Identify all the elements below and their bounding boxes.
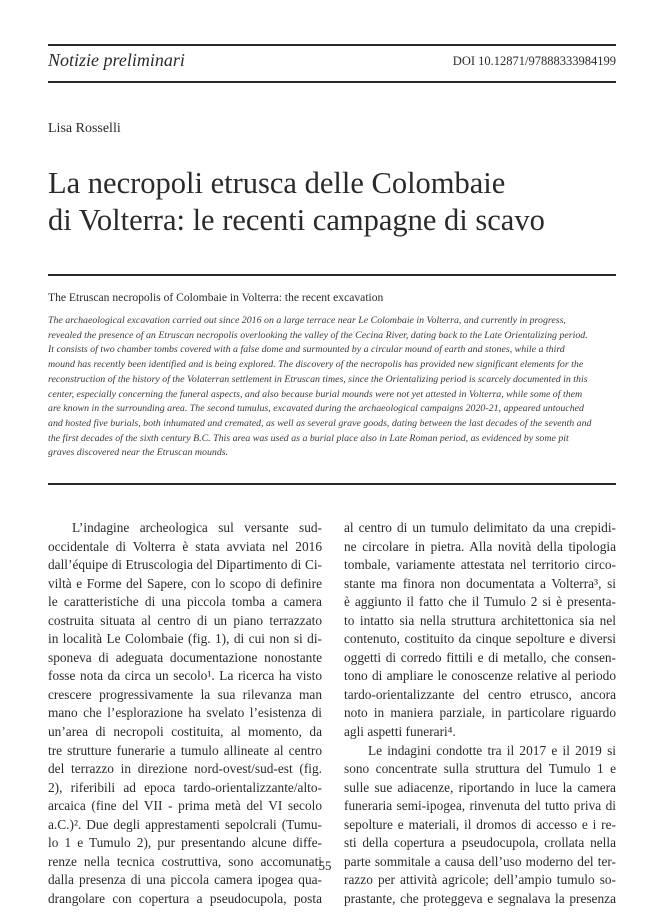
body-line: dalla presenza di una piccola camera ipogea qua- <box>48 872 322 888</box>
body-line: razzo per attività agricole; dell’ampio tumulo so- <box>344 872 616 888</box>
body-line: tombale, variamente attestata nel territorio circo- <box>344 557 616 573</box>
header-bottom-rule <box>48 81 616 83</box>
body-column-left <box>48 519 322 908</box>
abstract-line: the first decades of the sixth century B.C. This area was used as a burial place also in Late Roman period, as evidenced by some pit <box>48 432 569 444</box>
abstract-line: center, especially concerning the funeral aspects, and also because burial mounds were not yet attested in Volterra, while some of them <box>48 388 583 400</box>
title-line: La necropoli etrusca delle Colombaie <box>48 166 506 200</box>
body-line: tre strutture funerarie a tumulo allineate al centro <box>48 742 322 758</box>
body-line: noto in maniera parziale, in particolare riguardo <box>344 705 616 721</box>
abstract-bottom-rule <box>48 483 616 485</box>
body-line: a.C.)². Due degli apprestamenti sepolcrali (Tumu- <box>48 816 322 832</box>
body-line: parte sommitale a causa dell’uso moderno del ter- <box>344 853 616 869</box>
body-line: oggetti di corredo fittili e di metallo, che consen- <box>344 649 616 665</box>
body-line: al centro di un tumulo delimitato da una crepidi- <box>344 520 616 535</box>
body-line: sponeva di adeguata documentazione nonostante <box>48 649 322 665</box>
abstract-top-rule <box>48 274 616 276</box>
body-line: ne circolare in pietra. Alla novità della tipologia <box>344 538 616 554</box>
body-line: contenuto, costituito da cinque sepolture e diversi <box>344 631 616 647</box>
body-line: occidentale di Volterra è stata avviata nel 2016 <box>48 538 322 554</box>
abstract <box>48 314 616 461</box>
abstract-line: are known in the surrounding area. The second tumulus, excavated during the archaeological campaigns 2020-21, appeared untouched <box>48 403 584 415</box>
body-line: le caratteristiche di una piccola tomba a camera <box>48 594 322 610</box>
body-line: è aggiunto il fatto che il Tumulo 2 si è presenta- <box>344 594 616 610</box>
body-line: arcaica (fine del VII - prima metà del VI secolo <box>48 798 322 814</box>
abstract-line: graves discovered near the Etruscan mounds. <box>48 447 229 459</box>
body-line: un’area di necropoli costituita, al momento, da <box>48 724 322 740</box>
article-title <box>48 165 616 239</box>
title-line: di Volterra: le recenti campagne di scavo <box>48 203 545 237</box>
body-line: drangolare con copertura a pseudocupola, posta <box>48 890 322 906</box>
body-line: to intatto sia nella struttura architettonica sia nel <box>344 612 616 628</box>
body-line: fosse nota da circa un secolo¹. La ricerca ha visto <box>48 668 322 684</box>
page-number: 55 <box>318 858 332 873</box>
body-line: funeraria semi-ipogea, rinvenuta del tutto priva di <box>344 798 616 814</box>
body-line: del terrazzo in direzione nord-ovest/sud-est (fig. <box>48 761 322 777</box>
abstract-line: and hosted five burials, both inhumated and cremated, as well as several grave goods, dating between the last decades of the seventh and <box>48 417 592 429</box>
body-line: tono di ampliare le conoscenze relative al periodo <box>344 668 616 684</box>
abstract-line: reconstruction of the history of the Volaterran settlement in Etruscan times, since the Orientalizing period is scarcely documented in this <box>48 373 588 385</box>
body-line: L’indagine archeologica sul versante sud- <box>72 520 322 535</box>
doi: DOI 10.12871/97888333984199 <box>452 54 616 68</box>
body-line: lo 1 e Tumulo 2), pur presentando alcune diffe- <box>48 835 322 851</box>
body-line: sepolture e materiali, il dromos di accesso e i re- <box>344 816 616 832</box>
body-line: in località Le Colombaie (fig. 1), di cui non si di- <box>48 631 322 647</box>
series-title: Notizie preliminari <box>48 50 185 70</box>
body-line: prastante, che proteggeva e segnalava la presenza <box>344 890 616 906</box>
body-line: stante ma finora non documentata a Volterra³, si <box>344 575 616 591</box>
body-line: costruita situata al centro di un piano terrazzato <box>48 612 322 628</box>
abstract-line: mound has recently been identified and is being explored. The discovery of the necropolis has provided new significant elements for the <box>48 359 584 371</box>
body-line: viltà e Forme del Sapere, con lo scopo di definire <box>48 575 322 591</box>
abstract-line: The archaeological excavation carried out since 2016 on a large terrace near Le Colombaie in Volterra, and currently in progress, <box>48 315 566 326</box>
body-line: renze nella tecnica costruttiva, sono accomunati <box>48 853 322 869</box>
body-line: agli aspetti funerari⁴. <box>344 724 456 740</box>
author-name: Lisa Rosselli <box>48 121 121 136</box>
body-line: Le indagini condotte tra il 2017 e il 2019 si <box>368 742 616 758</box>
body-line: tardo-orientalizzante del centro etrusco, ancora <box>344 686 616 702</box>
body-line: dall’équipe di Etruscologia del Dipartimento di Ci- <box>48 557 322 573</box>
body-column-right <box>344 519 616 908</box>
body-line: crescere progressivamente la sua rilevanza man <box>48 686 322 702</box>
body-line: sulle sue adiacenze, riportando in luce la camera <box>344 779 616 795</box>
header-top-rule <box>48 44 616 46</box>
abstract-line: It consists of two chamber tombs covered with a false dome and surmounted by a circular mound of earth and stones, while a third <box>48 344 565 356</box>
abstract-line: revealed the presence of an Etruscan necropolis overlooking the valley of the Cecina River, dating back to the Late Orientalizing period. <box>48 329 588 341</box>
body-line: sti della copertura a pseudocupola, crollata nella <box>344 835 616 851</box>
body-line: 2), riferibili ad epoca tardo-orientalizzante/alto- <box>48 779 322 795</box>
body-line: sono concentrate sulla struttura del Tumulo 1 e <box>344 761 616 777</box>
body-line: mano che l’esplorazione ha svelato l’esistenza di <box>48 705 322 721</box>
english-title: The Etruscan necropolis of Colombaie in Volterra: the recent excavation <box>48 291 384 304</box>
